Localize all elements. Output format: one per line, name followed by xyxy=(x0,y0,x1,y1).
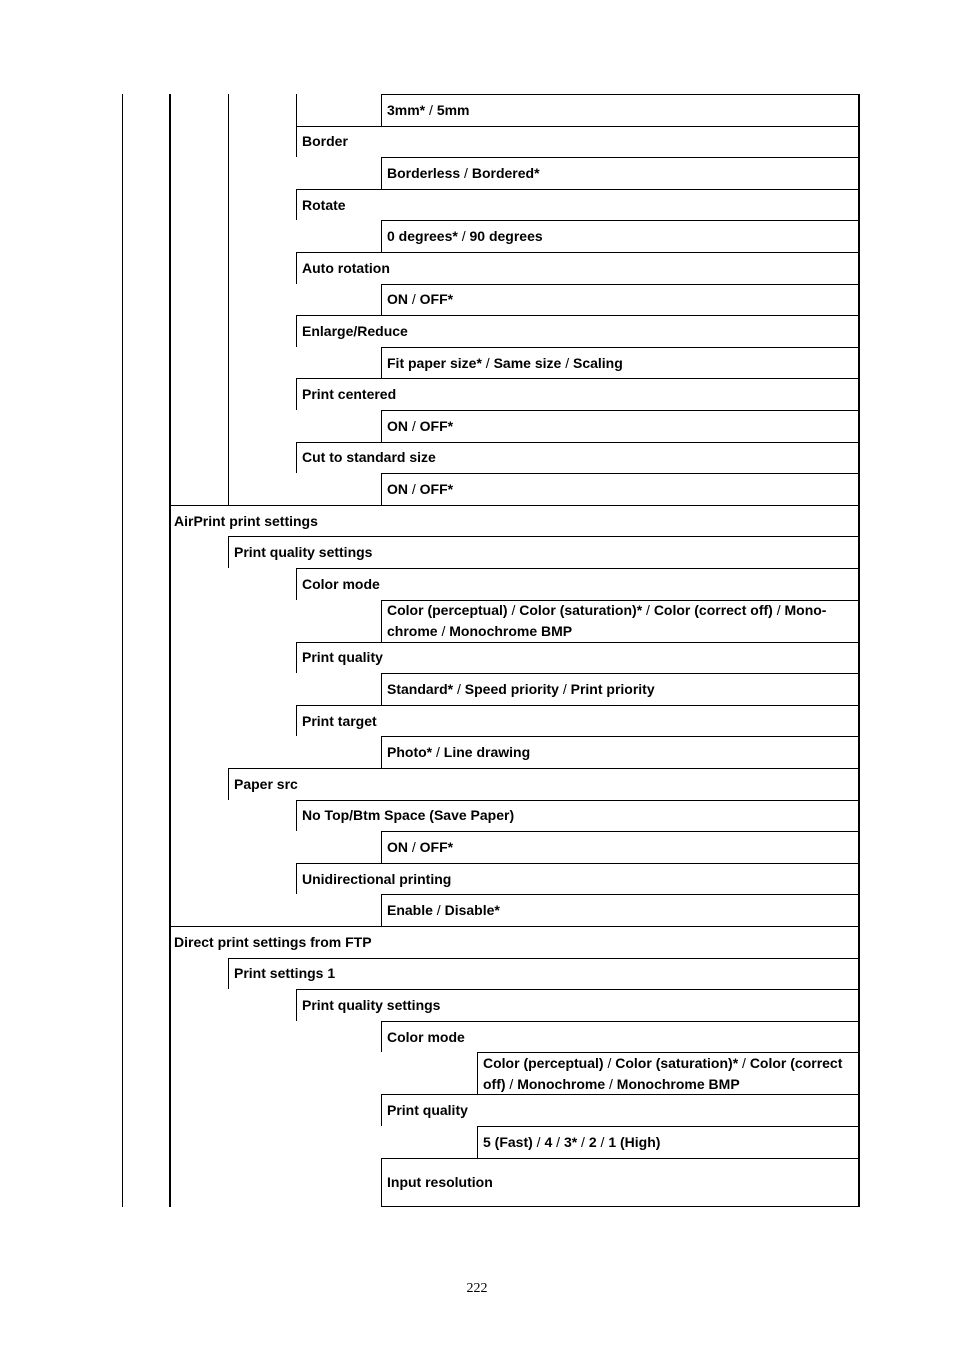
option-value: Color (perceptual) xyxy=(387,602,508,619)
row-text xyxy=(387,1095,853,1126)
table-row xyxy=(381,157,859,189)
option-value: ON xyxy=(387,838,408,855)
row-text xyxy=(174,927,853,958)
option-value: 3mm* xyxy=(387,101,426,118)
row-text xyxy=(387,1159,853,1207)
option-value: Photo* xyxy=(387,744,433,761)
option-separator: / xyxy=(772,602,785,619)
option-value: OFF* xyxy=(419,838,454,855)
option-value: Monochrome BMP xyxy=(616,1075,740,1092)
row-text xyxy=(483,1053,853,1094)
table-row xyxy=(381,831,859,863)
option-separator: / xyxy=(552,1133,564,1150)
table-row xyxy=(381,94,859,126)
option-separator: / xyxy=(561,354,573,371)
table-row xyxy=(296,989,859,1021)
table-row xyxy=(381,600,859,642)
row-text xyxy=(302,127,853,158)
row-text xyxy=(302,990,853,1021)
table-row xyxy=(381,410,859,442)
table-row xyxy=(228,536,859,568)
table-row xyxy=(381,284,859,316)
table-row xyxy=(477,1052,859,1094)
option-separator: / xyxy=(481,354,494,371)
option-value: Unidirectional printing xyxy=(302,870,452,887)
option-separator: / xyxy=(603,1054,616,1071)
table-row xyxy=(228,958,859,990)
option-separator: / xyxy=(425,101,437,118)
row-text xyxy=(234,537,853,568)
option-value: Color mode xyxy=(302,575,380,592)
option-value: Borderless xyxy=(387,164,461,181)
option-value: Enlarge/Reduce xyxy=(302,322,408,339)
option-value: Rotate xyxy=(302,196,346,213)
row-text xyxy=(302,190,853,221)
option-separator: / xyxy=(408,838,420,855)
row-text xyxy=(234,769,853,800)
option-value: No Top/Btm Space (Save Paper) xyxy=(302,807,515,824)
table-row xyxy=(381,1021,859,1053)
table-row xyxy=(228,768,859,800)
table-row xyxy=(169,926,859,958)
row-text xyxy=(302,379,853,410)
table-row xyxy=(169,505,859,537)
option-value: Print quality xyxy=(302,649,383,666)
option-value: Print priority xyxy=(570,680,655,697)
table-row xyxy=(381,673,859,705)
table-row xyxy=(381,220,859,252)
option-value: Same size xyxy=(493,354,562,371)
option-separator: / xyxy=(558,680,571,697)
row-text xyxy=(387,674,853,705)
row-text xyxy=(387,737,853,768)
table-row xyxy=(296,315,859,347)
option-separator: / xyxy=(738,1054,750,1071)
option-value: ON xyxy=(387,417,408,434)
option-value: 4 xyxy=(544,1133,553,1150)
option-separator: / xyxy=(532,1133,545,1150)
table-row xyxy=(296,642,859,674)
option-value: Line drawing xyxy=(443,744,531,761)
option-value: Color (perceptual) xyxy=(483,1054,604,1071)
option-value: Color (correct off) xyxy=(483,1054,843,1092)
option-value: Print quality settings xyxy=(234,544,373,561)
table-row xyxy=(296,705,859,737)
option-value: Speed priority xyxy=(464,680,559,697)
option-separator: / xyxy=(453,680,465,697)
option-value: Paper src xyxy=(234,775,298,792)
option-value: Bordered* xyxy=(471,164,540,181)
table-row xyxy=(296,442,859,474)
row-text xyxy=(302,706,853,737)
option-separator: / xyxy=(437,623,450,640)
row-text xyxy=(387,285,853,316)
table-row xyxy=(296,189,859,221)
option-separator: / xyxy=(432,744,444,761)
option-value: Disable* xyxy=(444,902,500,919)
option-value: Direct print settings from FTP xyxy=(174,933,372,950)
outer-margin-line xyxy=(122,94,123,1207)
option-value: OFF* xyxy=(419,480,454,497)
table-row xyxy=(381,736,859,768)
option-value: Print quality settings xyxy=(302,996,441,1013)
option-value: 3* xyxy=(563,1133,578,1150)
table-row xyxy=(477,1126,859,1158)
option-separator: / xyxy=(432,902,445,919)
table-row xyxy=(381,473,859,505)
row-text xyxy=(302,443,853,474)
option-value: Print settings 1 xyxy=(234,965,336,982)
option-value: Mono-chrome xyxy=(387,602,827,640)
option-value: Standard* xyxy=(387,680,454,697)
row-text xyxy=(387,95,853,126)
option-value: Border xyxy=(302,133,348,150)
row-text xyxy=(387,832,853,863)
page-number: 222 xyxy=(466,1281,488,1296)
table-row xyxy=(296,863,859,895)
row-text xyxy=(302,801,853,832)
row-text xyxy=(387,348,853,379)
option-value: Auto rotation xyxy=(302,259,390,276)
row-text xyxy=(387,895,853,926)
option-separator: / xyxy=(605,1075,617,1092)
option-value: ON xyxy=(387,480,408,497)
option-value: Color (correct off) xyxy=(653,602,773,619)
row-text xyxy=(174,506,853,537)
option-value: Cut to standard size xyxy=(302,449,436,466)
option-value: AirPrint print settings xyxy=(174,512,318,529)
option-separator: / xyxy=(408,480,420,497)
option-separator: / xyxy=(457,228,470,245)
row-text xyxy=(302,643,853,674)
option-value: 5mm xyxy=(436,101,470,118)
option-value: 90 degrees xyxy=(469,228,543,245)
row-text xyxy=(387,221,853,252)
table-row xyxy=(296,800,859,832)
row-text xyxy=(387,1022,853,1053)
row-text xyxy=(483,1127,853,1158)
indent-column-line xyxy=(296,94,297,126)
option-value: Monochrome xyxy=(517,1075,606,1092)
table-row xyxy=(381,347,859,379)
option-separator: / xyxy=(507,602,520,619)
table-row xyxy=(296,568,859,600)
option-value: Print target xyxy=(302,712,377,729)
option-separator: / xyxy=(408,417,420,434)
option-separator: / xyxy=(408,291,420,308)
row-text xyxy=(302,864,853,895)
option-value: Print centered xyxy=(302,386,397,403)
option-separator: / xyxy=(642,602,654,619)
option-value: Color mode xyxy=(387,1028,465,1045)
option-value: 2 xyxy=(588,1133,597,1150)
table-row xyxy=(381,894,859,926)
table-row xyxy=(381,1094,859,1126)
row-text xyxy=(387,158,853,189)
table-row xyxy=(296,378,859,410)
row-text xyxy=(234,959,853,990)
option-value: 0 degrees* xyxy=(387,228,458,245)
row-text xyxy=(302,316,853,347)
row-text xyxy=(387,411,853,442)
table-right-border xyxy=(858,94,860,1207)
option-value: Fit paper size* xyxy=(387,354,482,371)
option-value: Color (saturation)* xyxy=(519,602,643,619)
option-separator: / xyxy=(577,1133,589,1150)
row-text xyxy=(302,569,853,600)
table-row xyxy=(381,1158,859,1207)
table-left-border xyxy=(169,94,171,1207)
table-row xyxy=(296,252,859,284)
option-value: Enable xyxy=(387,902,433,919)
option-separator: / xyxy=(460,164,472,181)
row-text xyxy=(387,474,853,505)
option-value: OFF* xyxy=(419,291,454,308)
option-value: ON xyxy=(387,291,408,308)
option-value: Input resolution xyxy=(387,1174,493,1191)
option-value: 5 (Fast) xyxy=(483,1133,533,1150)
option-value: Scaling xyxy=(572,354,623,371)
option-value: Print quality xyxy=(387,1102,468,1119)
option-value: Color (saturation)* xyxy=(615,1054,739,1071)
table-bottom-border xyxy=(381,1206,859,1207)
row-text xyxy=(302,253,853,284)
option-value: OFF* xyxy=(419,417,454,434)
option-value: Monochrome BMP xyxy=(449,623,573,640)
option-separator: / xyxy=(505,1075,518,1092)
option-value: 1 (High) xyxy=(608,1133,661,1150)
row-text xyxy=(387,601,853,642)
table-row xyxy=(296,126,859,158)
option-separator: / xyxy=(596,1133,609,1150)
indent-column-line xyxy=(228,94,229,505)
